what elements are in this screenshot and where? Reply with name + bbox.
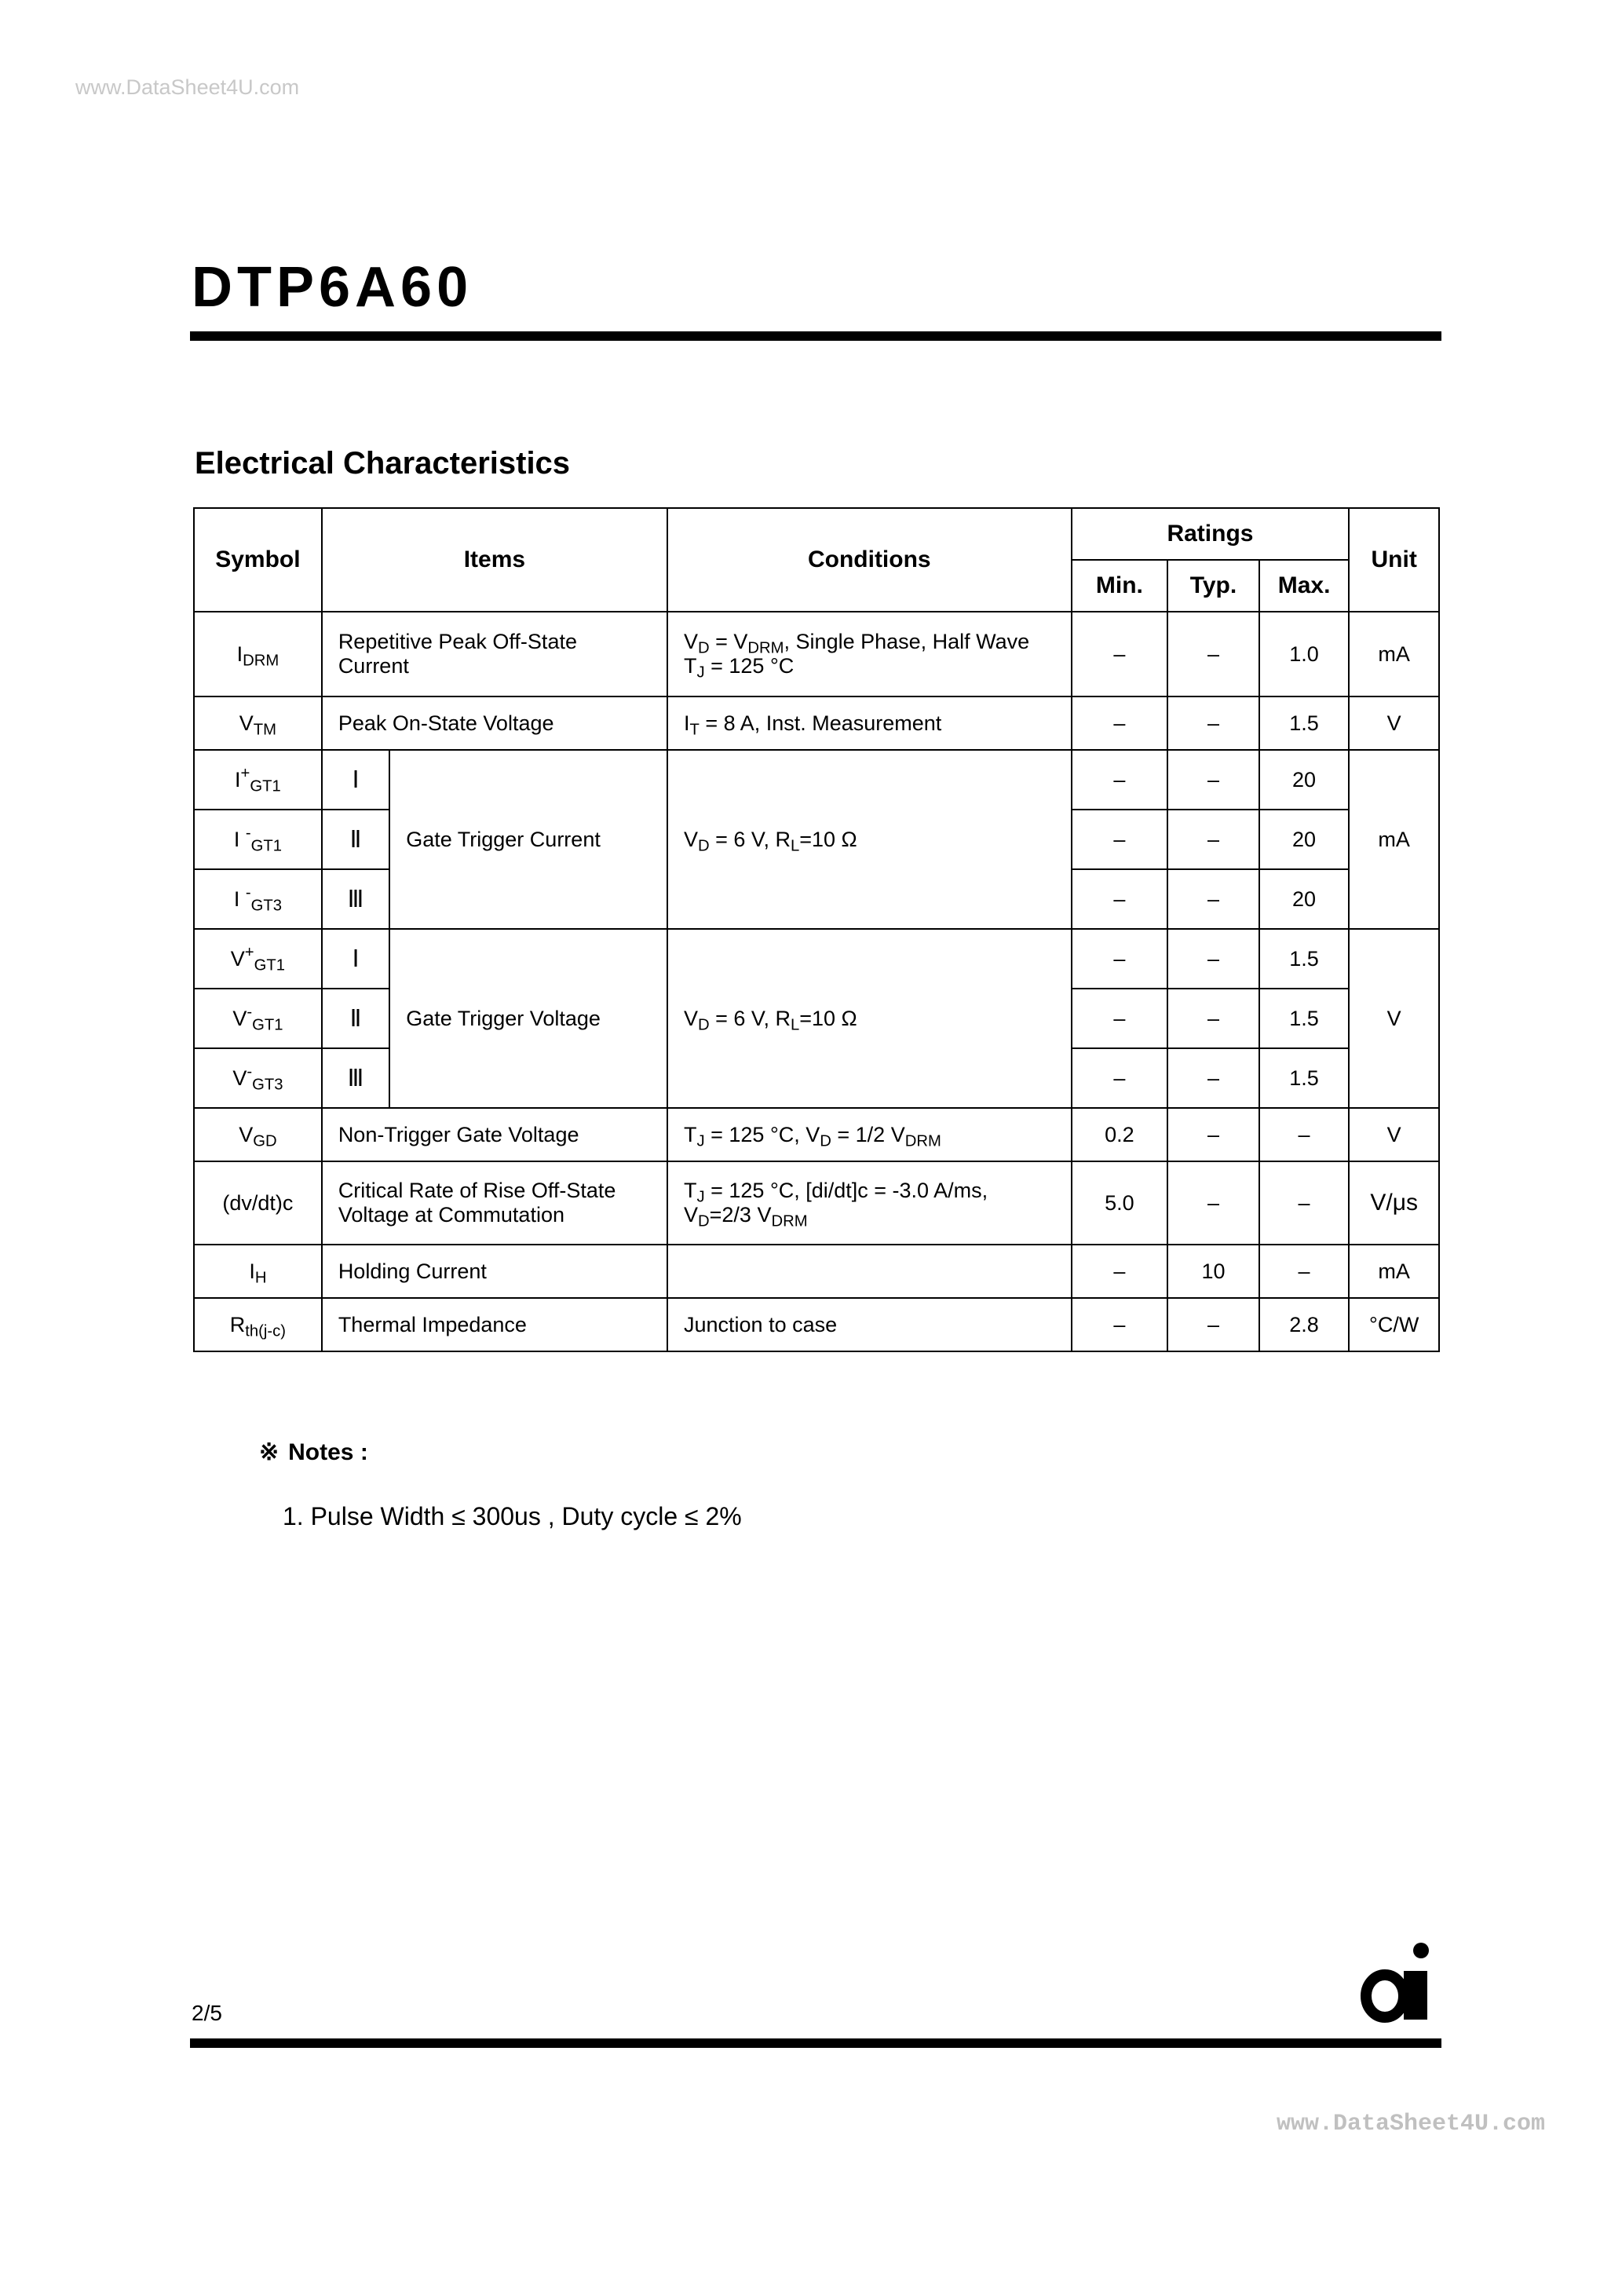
symbol-cell: (dv/dt)c [194, 1161, 322, 1245]
item-cell: Holding Current [322, 1245, 667, 1298]
item-cell: Thermal Impedance [322, 1298, 667, 1351]
symbol-cell: $V^+_{GT1}$ [194, 929, 322, 989]
max-cell: 1.5 [1259, 989, 1350, 1048]
conditions-cell: $T_J = 125$ °C, [di/dt]c = -3.0 A/ms, $V_D=2/3$ $V_{DRM}$ [667, 1161, 1072, 1245]
conditions-cell [667, 1245, 1072, 1298]
symbol-cell: I -$_{GT3}$ [194, 869, 322, 929]
typ-cell: – [1167, 1298, 1259, 1351]
item-cell: Gate Trigger Voltage [389, 929, 667, 1108]
header-min: Min. [1072, 560, 1168, 612]
table-row [194, 1245, 1439, 1298]
item-cell: Critical Rate of Rise Off-State Voltage at Commutation [322, 1161, 667, 1245]
typ-cell: – [1167, 989, 1259, 1048]
max-cell: 2.8 [1259, 1298, 1350, 1351]
footer-rule [190, 2038, 1441, 2048]
min-cell: – [1072, 750, 1168, 810]
mode-cell: Ⅰ [322, 929, 389, 989]
typ-cell: 10 [1167, 1245, 1259, 1298]
min-cell: – [1072, 612, 1168, 696]
max-cell: 20 [1259, 750, 1350, 810]
max-cell: 1.5 [1259, 1048, 1350, 1108]
unit-cell: V/μs [1349, 1161, 1439, 1245]
header-symbol: Symbol [194, 508, 322, 612]
page-number: 2/5 [192, 2001, 222, 2025]
unit-cell: mA [1349, 612, 1439, 696]
mode-cell: Ⅲ [322, 1048, 389, 1108]
header-items: Items [322, 508, 667, 612]
min-cell: – [1072, 696, 1168, 750]
unit-cell: °C/W [1349, 1298, 1439, 1351]
max-cell: 1.0 [1259, 612, 1350, 696]
typ-cell: – [1167, 929, 1259, 989]
mode-cell: Ⅱ [322, 989, 389, 1048]
min-cell: 0.2 [1072, 1108, 1168, 1161]
min-cell: – [1072, 1048, 1168, 1108]
unit-cell: V [1349, 929, 1439, 1108]
item-cell: Peak On-State Voltage [322, 696, 667, 750]
min-cell: – [1072, 1245, 1168, 1298]
table-header-row [194, 508, 1439, 560]
item-cell: Repetitive Peak Off-State Current [322, 612, 667, 696]
unit-cell: mA [1349, 1245, 1439, 1298]
note-item: 1. Pulse Width ≤ 300us , Duty cycle ≤ 2% [283, 1502, 742, 1530]
symbol-cell: $I_{DRM}$ [194, 612, 322, 696]
max-cell: 1.5 [1259, 929, 1350, 989]
symbol-cell: $V_{GD}$ [194, 1108, 322, 1161]
header-typ: Typ. [1167, 560, 1259, 612]
max-cell: – [1259, 1161, 1350, 1245]
table-row [194, 929, 1439, 989]
item-cell: Gate Trigger Current [389, 750, 667, 929]
max-cell: 20 [1259, 810, 1350, 869]
min-cell: – [1072, 929, 1168, 989]
electrical-characteristics-table [193, 507, 1440, 1352]
table-row [194, 750, 1439, 810]
company-logo-icon [1360, 1940, 1430, 2026]
conditions-cell: Junction to case [667, 1298, 1072, 1351]
min-cell: – [1072, 989, 1168, 1048]
typ-cell: – [1167, 612, 1259, 696]
notes-title: Notes : [288, 1439, 368, 1465]
unit-cell: V [1349, 1108, 1439, 1161]
table-row [194, 612, 1439, 696]
conditions-cell: $V_D = 6$ V, $R_L=10$ Ω [667, 750, 1072, 929]
conditions-cell: $T_J = 125$ °C, $V_D = 1/2$ $V_{DRM}$ [667, 1108, 1072, 1161]
min-cell: – [1072, 810, 1168, 869]
symbol-cell: $I_H$ [194, 1245, 322, 1298]
header-rule [190, 331, 1441, 341]
part-number-title: DTP6A60 [192, 256, 473, 319]
item-cell: Non-Trigger Gate Voltage [322, 1108, 667, 1161]
watermark-top: www.DataSheet4U.com [75, 75, 300, 99]
symbol-cell: $I^+_{GT1}$ [194, 750, 322, 810]
min-cell: – [1072, 869, 1168, 929]
conditions-cell: $I_T = 8$ A, Inst. Measurement [667, 696, 1072, 750]
section-title: Electrical Characteristics [195, 446, 571, 481]
notes-heading [259, 1439, 368, 1466]
typ-cell: – [1167, 1161, 1259, 1245]
max-cell: – [1259, 1245, 1350, 1298]
header-unit: Unit [1349, 508, 1439, 612]
symbol-cell: $R_{th(j-c)}$ [194, 1298, 322, 1351]
typ-cell: – [1167, 1048, 1259, 1108]
min-cell: – [1072, 1298, 1168, 1351]
unit-cell: V [1349, 696, 1439, 750]
conditions-cell: $V_D = V_{DRM}$, Single Phase, Half Wave $T_J = 125$ °C [667, 612, 1072, 696]
typ-cell: – [1167, 869, 1259, 929]
mode-cell: Ⅰ [322, 750, 389, 810]
mode-cell: Ⅲ [322, 869, 389, 929]
max-cell: 1.5 [1259, 696, 1350, 750]
symbol-cell: I -$_{GT1}$ [194, 810, 322, 869]
symbol-cell: $V^-_{GT3}$ [194, 1048, 322, 1108]
typ-cell: – [1167, 750, 1259, 810]
symbol-cell: $V^-_{GT1}$ [194, 989, 322, 1048]
watermark-bottom: www.DataSheet4U.com [1277, 2111, 1546, 2137]
header-conditions: Conditions [667, 508, 1072, 612]
max-cell: – [1259, 1108, 1350, 1161]
symbol-cell: $V_{TM}$ [194, 696, 322, 750]
typ-cell: – [1167, 810, 1259, 869]
reference-mark-icon: ※ [259, 1439, 279, 1465]
unit-cell: mA [1349, 750, 1439, 929]
table-row [194, 1298, 1439, 1351]
typ-cell: – [1167, 1108, 1259, 1161]
table-row [194, 1108, 1439, 1161]
mode-cell: Ⅱ [322, 810, 389, 869]
table-row [194, 696, 1439, 750]
typ-cell: – [1167, 696, 1259, 750]
min-cell: 5.0 [1072, 1161, 1168, 1245]
conditions-cell: $V_D = 6$ V, $R_L=10$ Ω [667, 929, 1072, 1108]
table-row [194, 1161, 1439, 1245]
max-cell: 20 [1259, 869, 1350, 929]
header-ratings: Ratings [1072, 508, 1350, 560]
header-max: Max. [1259, 560, 1350, 612]
